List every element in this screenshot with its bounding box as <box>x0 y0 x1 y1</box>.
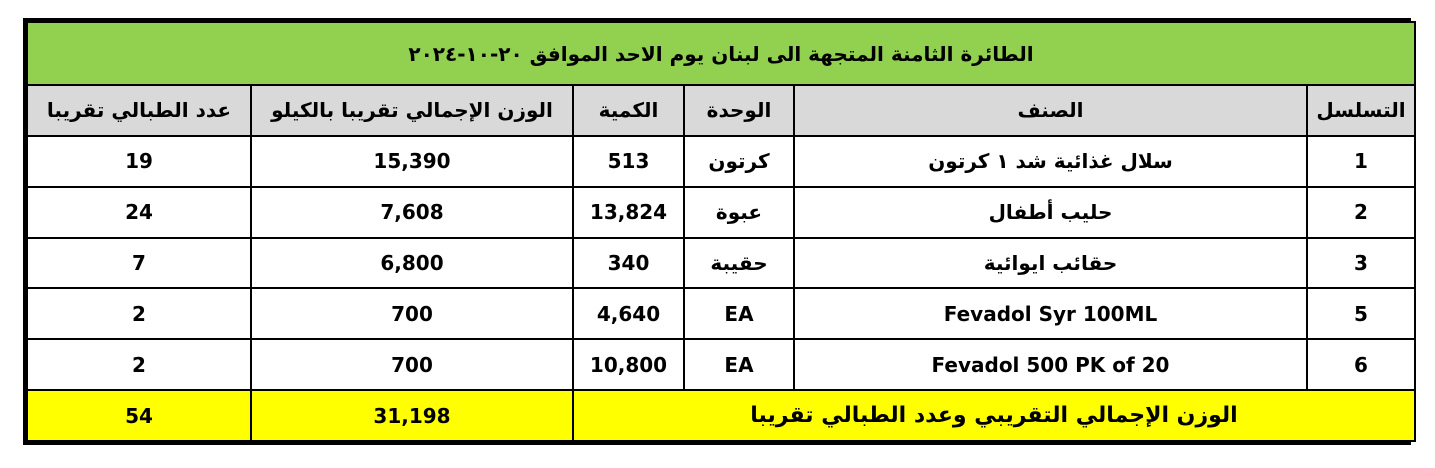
total-pallets: 54 <box>27 390 251 441</box>
cell-serial: 2 <box>1307 187 1415 238</box>
cell-pallets: 24 <box>27 187 251 238</box>
cell-quantity: 10,800 <box>573 339 684 390</box>
cell-category: حليب أطفال <box>794 187 1307 238</box>
table-row <box>27 339 1415 390</box>
header-serial: التسلسل <box>1307 85 1415 136</box>
cell-quantity: 4,640 <box>573 288 684 339</box>
cell-pallets: 7 <box>27 238 251 289</box>
cell-weight: 15,390 <box>251 136 573 187</box>
header-pallets: عدد الطبالي تقريبا <box>27 85 251 136</box>
cell-serial: 5 <box>1307 288 1415 339</box>
cell-category: حقائب ايوائية <box>794 238 1307 289</box>
total-label: الوزن الإجمالي التقريبي وعدد الطبالي تقريبا <box>573 390 1415 441</box>
cell-quantity: 13,824 <box>573 187 684 238</box>
table-row <box>27 136 1415 187</box>
total-row <box>27 390 1415 441</box>
shipment-table-sheet <box>23 18 1411 445</box>
cell-unit: EA <box>684 288 794 339</box>
cell-quantity: 340 <box>573 238 684 289</box>
cell-unit: EA <box>684 339 794 390</box>
header-unit: الوحدة <box>684 85 794 136</box>
cell-pallets: 2 <box>27 288 251 339</box>
cell-pallets: 2 <box>27 339 251 390</box>
cell-category: سلال غذائية شد ١ كرتون <box>794 136 1307 187</box>
cell-unit: كرتون <box>684 136 794 187</box>
header-weight: الوزن الإجمالي تقريبا بالكيلو <box>251 85 573 136</box>
cell-weight: 700 <box>251 339 573 390</box>
table-row <box>27 288 1415 339</box>
cell-weight: 7,608 <box>251 187 573 238</box>
cell-category: Fevadol Syr 100ML <box>794 288 1307 339</box>
table-row <box>27 238 1415 289</box>
header-category: الصنف <box>794 85 1307 136</box>
cell-pallets: 19 <box>27 136 251 187</box>
cell-unit: عبوة <box>684 187 794 238</box>
header-quantity: الكمية <box>573 85 684 136</box>
shipment-table <box>26 21 1416 442</box>
total-weight: 31,198 <box>251 390 573 441</box>
cell-serial: 3 <box>1307 238 1415 289</box>
cell-unit: حقيبة <box>684 238 794 289</box>
table-title: الطائرة الثامنة المتجهة الى لبنان يوم الاحد الموافق ٢٠-١٠-٢٠٢٤ <box>27 22 1415 85</box>
cell-weight: 700 <box>251 288 573 339</box>
cell-serial: 6 <box>1307 339 1415 390</box>
cell-weight: 6,800 <box>251 238 573 289</box>
cell-serial: 1 <box>1307 136 1415 187</box>
cell-category: Fevadol 500 PK of 20 <box>794 339 1307 390</box>
cell-quantity: 513 <box>573 136 684 187</box>
table-row <box>27 187 1415 238</box>
header-row <box>27 85 1415 136</box>
